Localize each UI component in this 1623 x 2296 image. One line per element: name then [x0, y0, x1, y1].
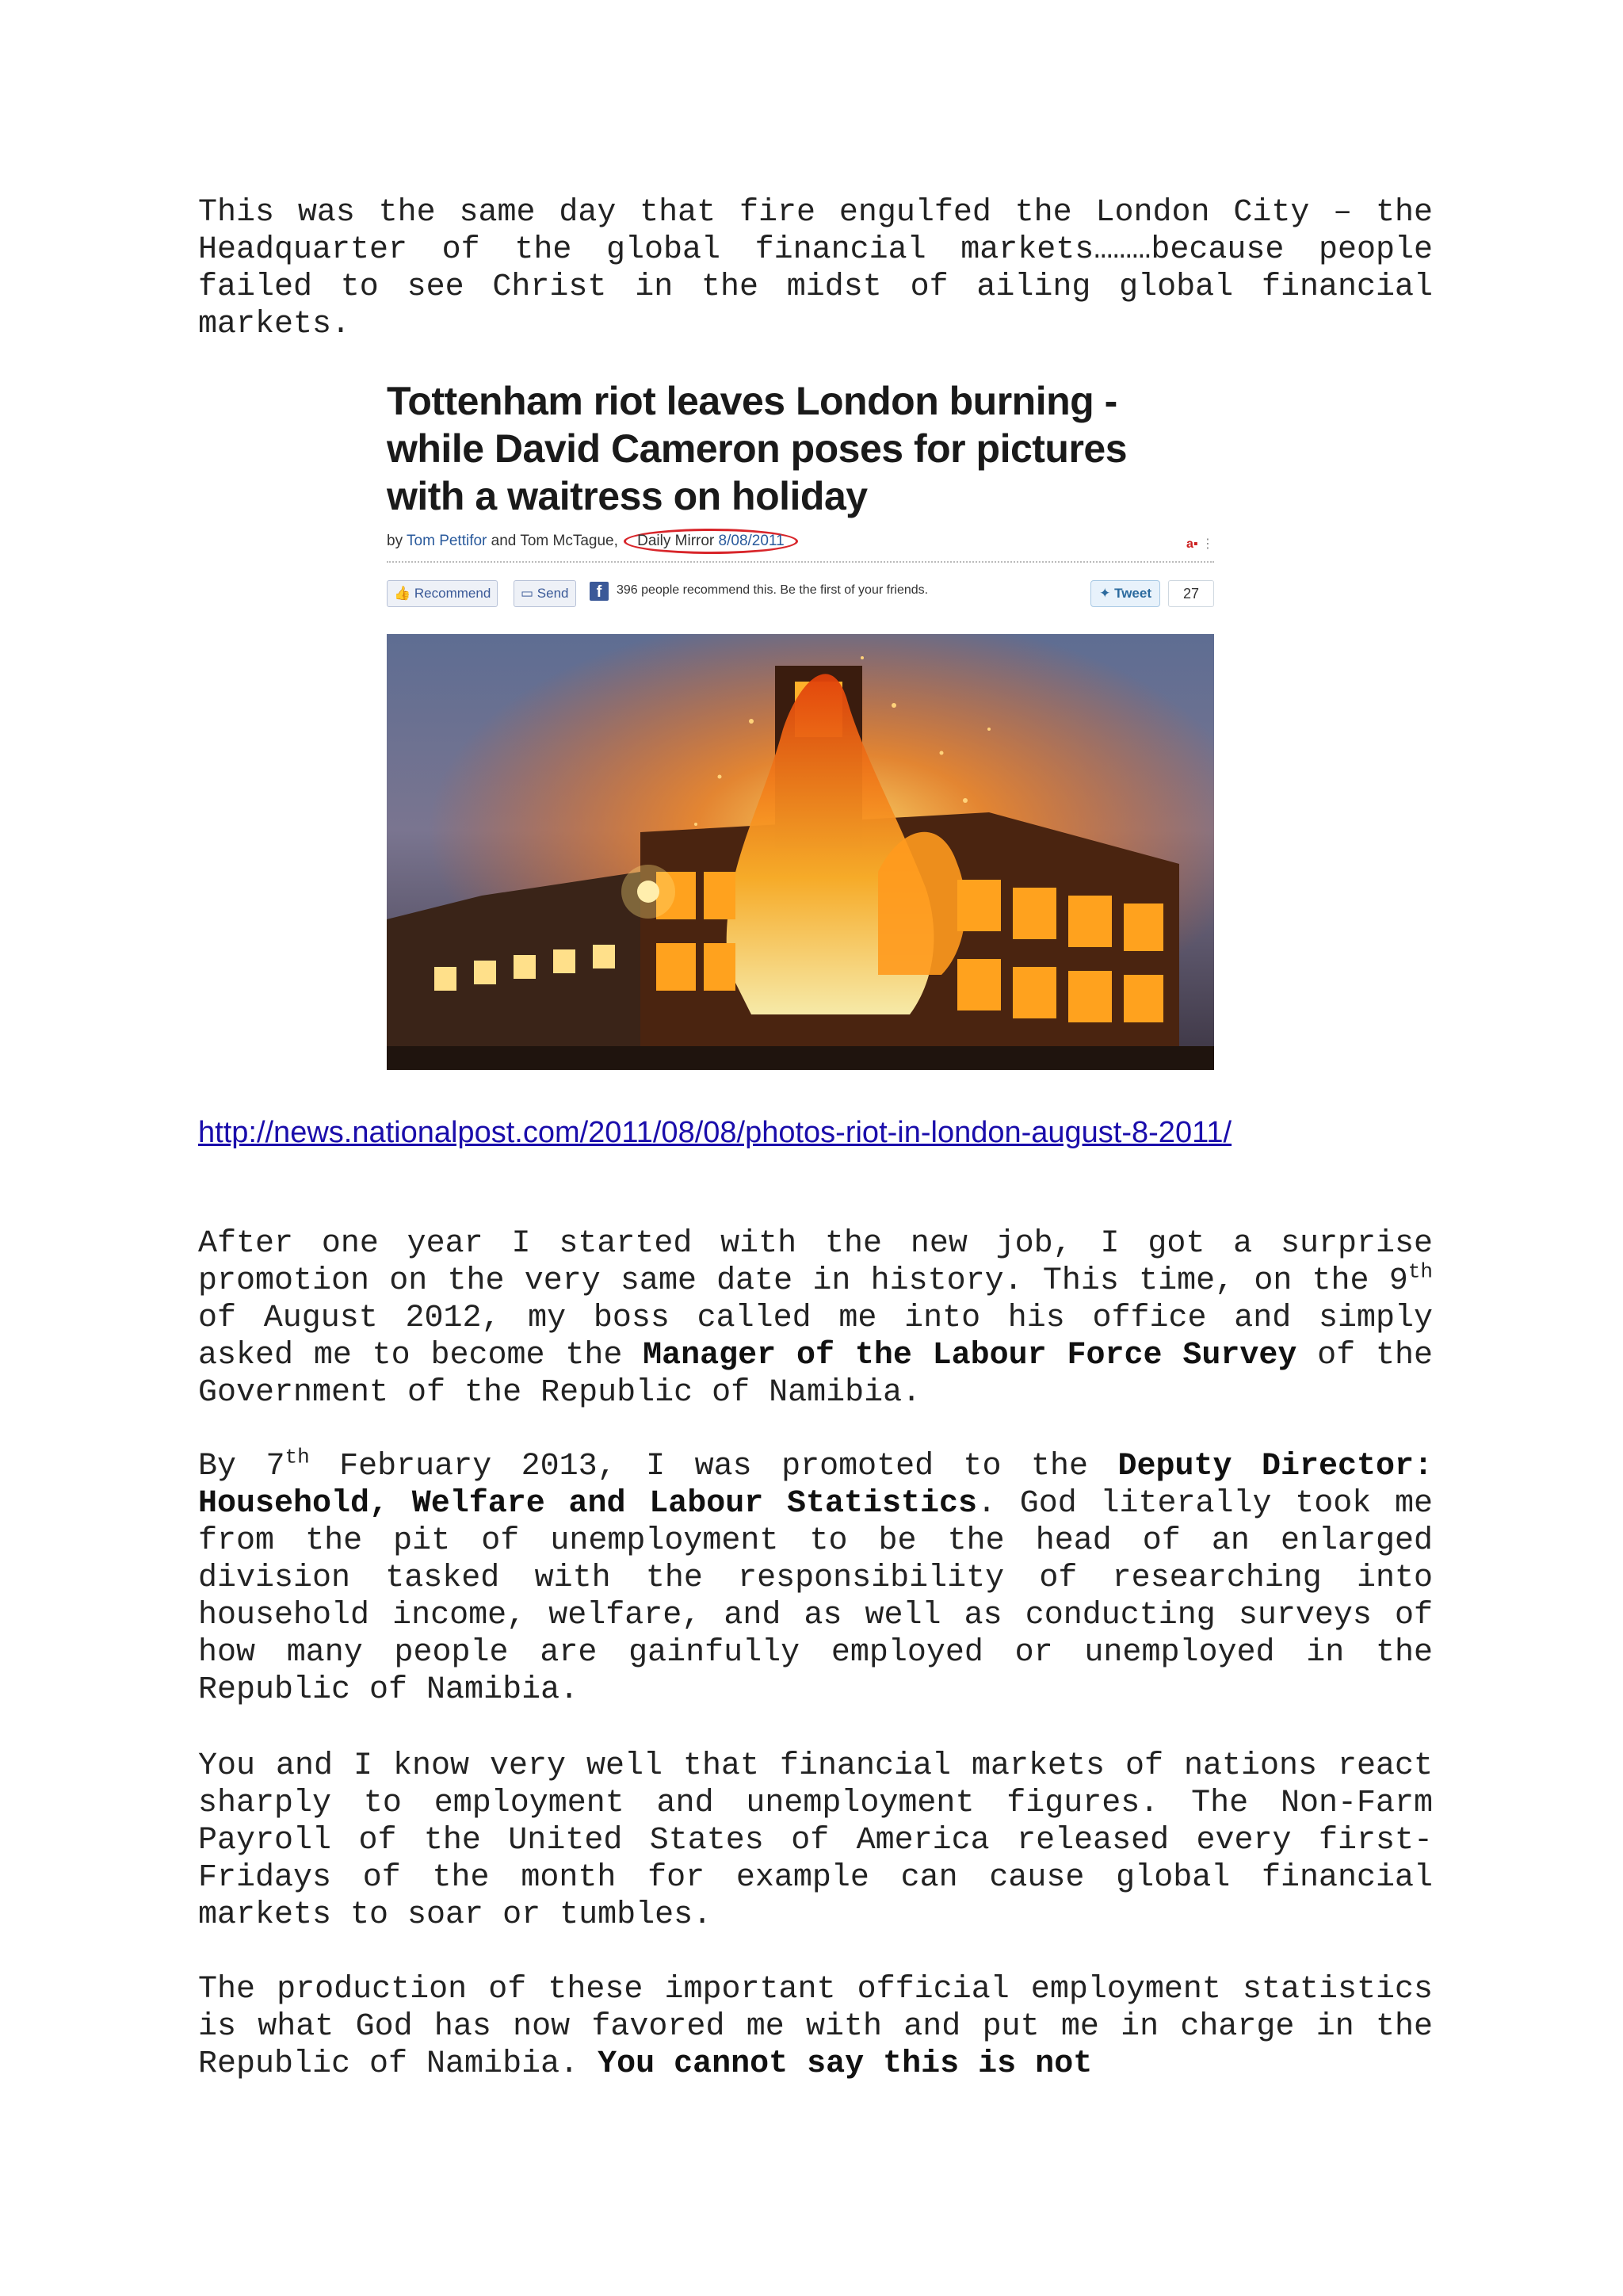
- deputy-text: . God literally took me from the pit of unemployment to be the head of an enlarged division tasked with the responsibility of researching into household income, welfare, and as well as conducting surveys of how many people are gainfully employed or unemployed in the Republic of Namibia.: [198, 1486, 1433, 1708]
- headline-line: with a waitress on holiday: [387, 474, 868, 518]
- recommend-button[interactable]: [387, 580, 498, 607]
- promotion-text: of the Government of the Republic of Namibia.: [198, 1338, 1434, 1411]
- deputy-director-paragraph: [198, 1445, 1434, 1709]
- tweet-label: Tweet: [1114, 586, 1151, 601]
- promotion-text: After one year I started with the new job, I got a surprise promotion on the very same date in history. This time, on the 9: [198, 1226, 1433, 1299]
- headline-line: while David Cameron poses for pictures: [387, 426, 1128, 471]
- headline-line: Tottenham riot leaves London burning -: [387, 379, 1117, 423]
- facebook-recommend-text: 396 people recommend this. Be the first of your friends.: [617, 583, 929, 597]
- lamp-glow: [621, 865, 675, 919]
- toolbar-icons: [1186, 531, 1214, 558]
- markets-paragraph: [198, 1748, 1433, 1934]
- more-icon[interactable]: ⋮: [1201, 537, 1214, 551]
- intro-paragraph: [198, 194, 1433, 343]
- send-button[interactable]: [514, 580, 576, 607]
- tweet-button[interactable]: [1090, 580, 1160, 607]
- job-title: Manager of the Labour Force Survey: [643, 1338, 1297, 1373]
- facebook-icon: f: [590, 582, 609, 601]
- byline-source: Daily Mirror: [637, 533, 715, 549]
- clipping-byline: [387, 528, 1214, 555]
- byline-prefix: by: [387, 533, 403, 549]
- ordinal-suffix: th: [1407, 1259, 1433, 1284]
- clipping-headline: [387, 377, 1214, 520]
- byline-author: Tom McTague,: [520, 533, 618, 549]
- news-clipping: [387, 372, 1214, 1070]
- social-bar: [387, 571, 1214, 626]
- tweet-count: 27: [1168, 580, 1214, 607]
- ground: [387, 1046, 1214, 1070]
- promotion-paragraph: [198, 1225, 1433, 1412]
- byline-author[interactable]: Tom Pettifor: [407, 533, 487, 549]
- dotted-divider: [387, 561, 1214, 563]
- burning-building-photo: [387, 634, 1214, 1070]
- job-title: Deputy Director: Household, Welfare and Labour Statistics: [198, 1449, 1434, 1522]
- source-link[interactable]: http://news.nationalpost.com/2011/08/08/photos-riot-in-london-august-8-2011/: [198, 1116, 1232, 1149]
- byline-and: and: [491, 533, 517, 549]
- intro-text: This was the same day that fire engulfed the London City – the Headquarter of the global financial markets………because people failed to see Christ in the midst of ailing global financial markets.: [198, 195, 1433, 342]
- ordinal-suffix: th: [285, 1445, 310, 1469]
- circled-source-date: [624, 529, 798, 554]
- flames-side: [878, 832, 965, 975]
- deputy-text: February 2013, I was promoted to the: [309, 1449, 1118, 1484]
- statistics-paragraph: [198, 1971, 1433, 2083]
- promotion-text: of August 2012, my boss called me into his office and simply asked me to become the: [198, 1301, 1433, 1373]
- statistics-text: The production of these important official employment statistics is what God has now favored me with and put me in charge in the Republic of Namibia.: [198, 1972, 1433, 2082]
- send-label: Send: [537, 586, 569, 601]
- twitter-bird-icon: ✦: [1099, 586, 1111, 601]
- byline-date: 8/08/2011: [718, 533, 785, 549]
- font-size-icon[interactable]: a▪: [1186, 537, 1198, 551]
- markets-text: You and I know very well that financial markets of nations react sharply to employment and unemployment figures. The Non-Farm Payroll of the United States of America released every first-Fridays of the month for example can cause global financial markets to soar or tumbles.: [198, 1748, 1433, 1933]
- deputy-text: By 7: [198, 1449, 285, 1484]
- chat-icon: ▭: [521, 586, 534, 601]
- statistics-bold-text: You cannot say this is not: [598, 2046, 1093, 2082]
- thumbs-up-icon: 👍: [394, 586, 411, 601]
- recommend-label: Recommend: [414, 586, 491, 601]
